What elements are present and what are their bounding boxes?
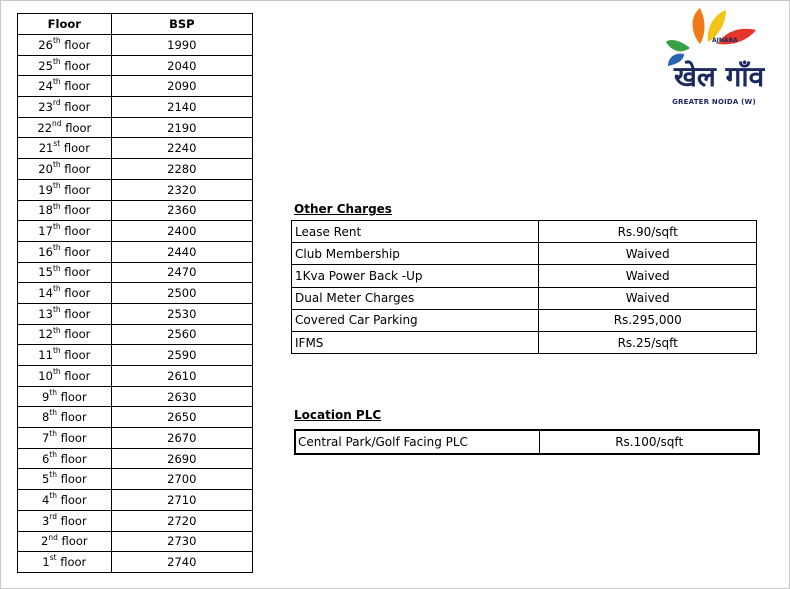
bsp-cell: 2280 xyxy=(111,159,252,180)
table-row xyxy=(18,428,253,449)
floor-number: 13 xyxy=(38,306,53,321)
floor-word: floor xyxy=(60,451,87,466)
table-row xyxy=(18,97,253,118)
bsp-cell: 2720 xyxy=(111,510,252,531)
logo-tagline: GREATER NOIDA (W) xyxy=(672,98,756,106)
floor-ordinal-suffix: nd xyxy=(52,118,62,128)
floor-ordinal-suffix: th xyxy=(52,304,61,314)
table-row xyxy=(18,221,253,242)
floor-cell xyxy=(18,490,112,511)
bsp-cell: 2190 xyxy=(111,117,252,138)
floor-word: floor xyxy=(64,79,91,94)
charge-row xyxy=(292,221,757,243)
charge-row xyxy=(292,309,757,331)
table-row xyxy=(18,159,253,180)
floor-ordinal-suffix: th xyxy=(52,180,61,190)
floor-cell xyxy=(18,552,112,573)
floor-ordinal-suffix: th xyxy=(52,242,61,252)
floor-number: 12 xyxy=(38,327,53,342)
table-row xyxy=(18,324,253,345)
charge-label: 1Kva Power Back -Up xyxy=(292,265,539,287)
floor-number: 23 xyxy=(38,99,53,114)
bsp-cell: 2400 xyxy=(111,221,252,242)
floor-cell xyxy=(18,324,112,345)
charge-value: Waived xyxy=(539,287,757,309)
table-row xyxy=(18,117,253,138)
floor-word: floor xyxy=(60,430,87,445)
bsp-cell: 2610 xyxy=(111,366,252,387)
floor-ordinal-suffix: th xyxy=(52,77,61,87)
floor-word: floor xyxy=(64,203,91,218)
charge-value: Rs.25/sqft xyxy=(539,331,757,353)
charge-row xyxy=(292,331,757,353)
floor-word: floor xyxy=(61,534,88,549)
floor-ordinal-suffix: th xyxy=(52,222,61,232)
floor-word: floor xyxy=(64,306,91,321)
floor-number: 4 xyxy=(41,492,50,507)
logo-wordmark: खेल गाँव xyxy=(674,60,765,93)
bsp-cell: 2470 xyxy=(111,262,252,283)
floor-word: floor xyxy=(64,99,91,114)
bsp-cell: 2240 xyxy=(111,138,252,159)
floor-ordinal-suffix: th xyxy=(49,449,57,459)
table-row xyxy=(18,283,253,304)
table-row xyxy=(18,552,253,573)
bsp-cell: 2650 xyxy=(111,407,252,428)
floor-ordinal-suffix: rd xyxy=(52,98,61,108)
bsp-cell: 2700 xyxy=(111,469,252,490)
charge-label: Lease Rent xyxy=(292,221,539,243)
floor-cell xyxy=(18,179,112,200)
table-row xyxy=(18,55,253,76)
other-charges-title: Other Charges xyxy=(294,202,392,216)
charge-label: Dual Meter Charges xyxy=(292,287,539,309)
floor-cell xyxy=(18,531,112,552)
bsp-cell: 2090 xyxy=(111,76,252,97)
logo-emblem-icon xyxy=(660,4,770,110)
floor-ordinal-suffix: rd xyxy=(49,511,57,521)
plc-value: Rs.100/sqft xyxy=(540,430,759,454)
floor-word: floor xyxy=(60,410,87,425)
floor-ordinal-suffix: th xyxy=(52,367,61,377)
floor-ordinal-suffix: th xyxy=(52,284,61,294)
floor-number: 10 xyxy=(38,368,53,383)
bsp-cell: 2740 xyxy=(111,552,252,573)
floor-word: floor xyxy=(64,224,91,239)
floor-ordinal-suffix: st xyxy=(49,553,57,563)
floor-cell xyxy=(18,159,112,180)
floor-cell xyxy=(18,386,112,407)
table-header-row xyxy=(18,14,253,35)
floor-cell xyxy=(18,428,112,449)
floor-word: floor xyxy=(63,141,90,156)
bsp-cell: 2630 xyxy=(111,386,252,407)
floor-ordinal-suffix: th xyxy=(49,408,57,418)
floor-cell xyxy=(18,138,112,159)
charge-value: Rs.295,000 xyxy=(539,309,757,331)
floor-ordinal-suffix: th xyxy=(52,201,61,211)
floor-ordinal-suffix: nd xyxy=(48,532,58,542)
table-row xyxy=(18,386,253,407)
floor-cell xyxy=(18,469,112,490)
floor-ordinal-suffix: th xyxy=(49,387,57,397)
floor-ordinal-suffix: th xyxy=(49,429,57,439)
bsp-cell: 2360 xyxy=(111,200,252,221)
bsp-cell: 2560 xyxy=(111,324,252,345)
floor-cell xyxy=(18,510,112,531)
floor-cell xyxy=(18,97,112,118)
bsp-cell: 2140 xyxy=(111,97,252,118)
table-row xyxy=(18,448,253,469)
floor-ordinal-suffix: th xyxy=(52,346,61,356)
floor-ordinal-suffix: th xyxy=(49,470,57,480)
floor-ordinal-suffix: th xyxy=(49,491,57,501)
floor-cell xyxy=(18,262,112,283)
bsp-cell: 2670 xyxy=(111,428,252,449)
floor-ordinal-suffix: st xyxy=(53,139,61,149)
floor-number: 20 xyxy=(38,161,53,176)
table-row xyxy=(18,469,253,490)
floor-number: 14 xyxy=(38,286,53,301)
charge-label: Club Membership xyxy=(292,243,539,265)
table-row xyxy=(18,262,253,283)
floor-number: 5 xyxy=(41,472,50,487)
location-plc-table xyxy=(294,429,760,455)
floor-number: 11 xyxy=(38,348,53,363)
charge-row xyxy=(292,243,757,265)
floor-word: floor xyxy=(60,492,87,507)
charge-label: Covered Car Parking xyxy=(292,309,539,331)
table-row xyxy=(18,345,253,366)
bsp-cell: 2690 xyxy=(111,448,252,469)
floor-word: floor xyxy=(64,327,91,342)
floor-number: 15 xyxy=(38,265,53,280)
floor-ordinal-suffix: th xyxy=(52,160,61,170)
table-row xyxy=(18,490,253,511)
charge-label: IFMS xyxy=(292,331,539,353)
floor-word: floor xyxy=(64,368,91,383)
bsp-column-header: BSP xyxy=(111,14,252,35)
floor-number: 24 xyxy=(38,79,53,94)
location-plc-title: Location PLC xyxy=(294,408,382,422)
floor-number: 6 xyxy=(41,451,50,466)
floor-cell xyxy=(18,221,112,242)
bsp-cell: 2730 xyxy=(111,531,252,552)
floor-number: 16 xyxy=(38,244,53,259)
bsp-cell: 2320 xyxy=(111,179,252,200)
charge-value: Rs.90/sqft xyxy=(539,221,757,243)
floor-cell xyxy=(18,241,112,262)
floor-number: 2 xyxy=(41,534,49,549)
floor-cell xyxy=(18,303,112,324)
floor-number: 17 xyxy=(38,224,53,239)
plc-label: Central Park/Golf Facing PLC xyxy=(295,430,540,454)
bsp-cell: 2040 xyxy=(111,55,252,76)
khel-gaon-logo xyxy=(660,4,770,110)
charge-value: Waived xyxy=(539,243,757,265)
floor-cell xyxy=(18,345,112,366)
floor-word: floor xyxy=(64,265,91,280)
floor-number: 19 xyxy=(38,182,53,197)
floor-ordinal-suffix: th xyxy=(52,263,61,273)
floor-cell xyxy=(18,117,112,138)
floor-word: floor xyxy=(65,120,92,135)
floor-word: floor xyxy=(64,182,91,197)
table-row xyxy=(18,241,253,262)
floor-word: floor xyxy=(60,472,87,487)
floor-number: 18 xyxy=(38,203,53,218)
bsp-cell: 2500 xyxy=(111,283,252,304)
floor-word: floor xyxy=(60,555,87,570)
floor-word: floor xyxy=(64,37,91,52)
floor-column-header: Floor xyxy=(18,14,112,35)
floor-word: floor xyxy=(64,58,91,73)
floor-word: floor xyxy=(60,513,87,528)
charge-row xyxy=(292,265,757,287)
charge-value: Waived xyxy=(539,265,757,287)
floor-cell xyxy=(18,35,112,56)
floor-word: floor xyxy=(64,348,91,363)
bsp-cell: 2710 xyxy=(111,490,252,511)
table-row xyxy=(18,35,253,56)
floor-number: 9 xyxy=(41,389,50,404)
floor-word: floor xyxy=(64,244,91,259)
floor-number: 25 xyxy=(38,58,53,73)
floor-word: floor xyxy=(64,161,91,176)
logo-brand-text: AJNARA xyxy=(712,37,738,44)
floor-number: 1 xyxy=(42,555,50,570)
floor-number: 8 xyxy=(41,410,50,425)
floor-number: 21 xyxy=(38,141,54,156)
bsp-cell: 2590 xyxy=(111,345,252,366)
table-row xyxy=(18,531,253,552)
other-charges-table xyxy=(291,220,757,354)
floor-cell xyxy=(18,55,112,76)
floor-ordinal-suffix: th xyxy=(52,56,61,66)
table-row xyxy=(18,366,253,387)
bsp-cell: 2530 xyxy=(111,303,252,324)
table-row xyxy=(18,510,253,531)
floor-bsp-table xyxy=(17,13,253,573)
floor-number: 3 xyxy=(41,513,50,528)
floor-ordinal-suffix: th xyxy=(52,325,61,335)
table-row xyxy=(18,76,253,97)
floor-number: 7 xyxy=(41,430,50,445)
floor-ordinal-suffix: th xyxy=(52,36,61,46)
plc-row xyxy=(295,430,759,454)
floor-cell xyxy=(18,366,112,387)
floor-word: floor xyxy=(60,389,87,404)
bsp-cell: 1990 xyxy=(111,35,252,56)
floor-number: 22 xyxy=(37,120,53,135)
bsp-cell: 2440 xyxy=(111,241,252,262)
table-row xyxy=(18,200,253,221)
floor-cell xyxy=(18,407,112,428)
floor-cell xyxy=(18,200,112,221)
table-row xyxy=(18,138,253,159)
charge-row xyxy=(292,287,757,309)
table-row xyxy=(18,407,253,428)
floor-cell xyxy=(18,283,112,304)
floor-cell xyxy=(18,448,112,469)
table-row xyxy=(18,303,253,324)
floor-number: 26 xyxy=(38,37,53,52)
floor-word: floor xyxy=(64,286,91,301)
table-row xyxy=(18,179,253,200)
floor-cell xyxy=(18,76,112,97)
